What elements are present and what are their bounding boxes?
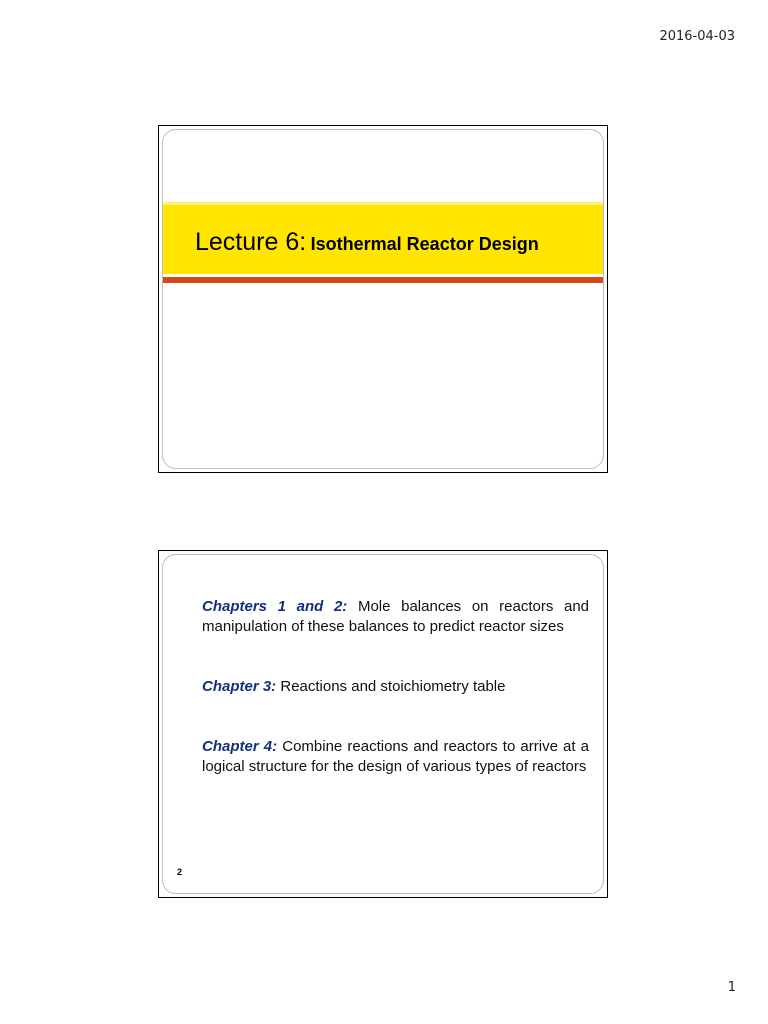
slide-title-main: Lecture 6:	[195, 228, 307, 256]
chapter-description: Reactions and stoichiometry table	[280, 678, 506, 695]
chapter-item-4	[202, 737, 589, 777]
chapter-item-1-2	[202, 597, 589, 637]
slide-title-sub: Isothermal Reactor Design	[310, 234, 539, 254]
chapter-heading: Chapter 3:	[202, 678, 277, 695]
chapter-heading: Chapters 1 and 2:	[202, 598, 348, 615]
page-number: 1	[727, 980, 736, 995]
chapter-list	[202, 597, 589, 777]
chapter-description: Mole balances on reactors and manipulation of these balances to predict reactor sizes	[202, 598, 590, 635]
slide-title	[195, 228, 539, 257]
slide-1	[158, 125, 608, 473]
chapter-heading: Chapter 4:	[202, 738, 278, 755]
chapter-description: Combine reactions and reactors to arrive at a logical structure for the design of various types of reactors	[202, 738, 589, 775]
slide-2	[158, 550, 608, 898]
slide-2-frame	[162, 554, 604, 894]
slide-number: 2	[177, 867, 183, 877]
slide-1-frame	[162, 129, 604, 469]
chapter-item-3	[202, 677, 589, 697]
title-rule	[163, 277, 603, 283]
header-date: 2016-04-03	[659, 29, 735, 44]
